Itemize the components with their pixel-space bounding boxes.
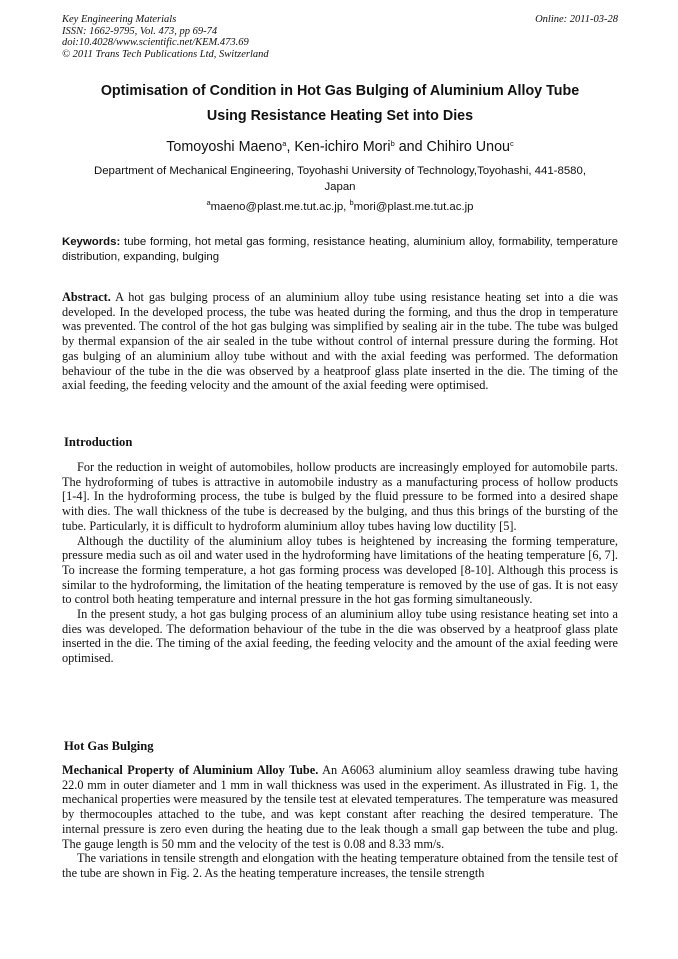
hgb-paragraph-1 [62,763,618,851]
introduction-body [62,460,618,666]
hot-gas-bulging-heading: Hot Gas Bulging [64,739,154,753]
intro-paragraph-1: For the reduction in weight of automobiles, hollow products are increasingly employed for automobile parts. The hydroforming of tubes is attractive in automobile industry as a manufacturing process of hollow products [1-4]. In the hydroforming process, the tube is bulged by the fluid pressure to be formed into a desired shape with dies. The wall thickness of the tube is decreased by the bulging, and thus this brings of the bursting of the tube. Particularly, it is difficult to hydroform aluminium alloy tubes having low ductility [5]. [62,460,618,533]
author-3-affil-mark: c [509,139,514,148]
abstract-text: A hot gas bulging process of an aluminium alloy tube using resistance heating set into a die was developed. In the developed process, the tube was heated during the forming, and thus the drop in temperature was prevented. The control of the hot gas bulging was simplified by sealing air in the tube. The tube was bulged by thermal expansion of the air sealed in the tube without control of internal pressure during the forming. Hot gas bulging of an aluminium alloy tube without and with the axial feeding was performed. The deformation behaviour of the tube in the die was observed by a heatproof glass plate inserted in the die. The timing of the axial feeding, the feeding velocity and the amount of the axial feeding were optimised. [62,290,618,393]
hot-gas-bulging-body [62,763,618,881]
copyright-line: © 2011 Trans Tech Publications Ltd, Switzerland [62,48,269,60]
journal-header [62,14,618,60]
affiliation-line-1: Department of Mechanical Engineering, Toyohashi University of Technology,Toyohashi, 441-8580, [94,165,586,177]
author-2: , Ken-ichiro Mori [286,139,391,155]
abstract-label: Abstract. [62,290,111,304]
abstract-paragraph [62,290,618,393]
email-a-mark: a [206,198,211,207]
online-date: Online: 2011-03-28 [535,14,618,25]
author-1: Tomoyoshi Maeno [166,139,283,155]
intro-paragraph-3: In the present study, a hot gas bulging process of an aluminium alloy tube using resistance heating set into a dies was developed. The deformation behaviour of the tube in the die was observed by a heatproof glass plate inserted in the die. The timing of the axial feeding, the feeding velocity and the amount of the axial feeding were optimised. [62,607,618,666]
affiliation-line-2: Japan [324,181,356,193]
author-1-affil-mark: a [282,139,287,148]
paper-title [62,79,618,129]
keywords-text: tube forming, hot metal gas forming, resistance heating, aluminium alloy, formability, temperature distribution, expanding, bulging [62,236,618,263]
author-3: and Chihiro Unou [394,139,510,155]
email-b: mori@plast.me.tut.ac.jp [353,201,474,213]
journal-name: Key Engineering Materials [62,14,177,25]
issn-line: ISSN: 1662-9795, Vol. 473, pp 69-74 [62,25,218,37]
keywords [62,235,618,265]
title-line-1: Optimisation of Condition in Hot Gas Bulging of Aluminium Alloy Tube [100,83,580,99]
keywords-label: Keywords: [62,236,121,248]
hgb-paragraph-1-text: An A6063 aluminium alloy seamless drawing tube having 22.0 mm in outer diameter and 1 mm in wall thickness was used in the experiment. As illustrated in Fig. 1, the mechanical properties were measured by the tensile test at elevated temperatures. The temperature was measured by thermocouples attached to the tube, and was kept constant after reaching the desired temperature. The internal pressure is zero even during the heating due to the leak though a small gap between the tube and plug. The gauge length is 50 mm and the velocity of the test is 0.08 and 8.33 mm/s. [62,763,618,851]
intro-paragraph-2: Although the ductility of the aluminium alloy tubes is heightened by increasing the forming temperature, pressure media such as oil and water used in the hydroforming have limitations of the heating temperature [6, 7]. To increase the forming temperature, a hot gas forming process was developed [8-10]. Although this process is similar to the hydroforming, the limitation of the heating temperature is removed by the use of gas. It is not easy to control both heating temperature and internal pressure in the hot gas forming simultaneously. [62,533,618,607]
doi-line: doi:10.4028/www.scientific.net/KEM.473.69 [62,37,249,48]
hgb-paragraph-2: The variations in tensile strength and elongation with the heating temperature obtained from the tensile test of the tube are shown in Fig. 2. As the heating temperature increases, the tensile strength [62,851,618,880]
author-2-affil-mark: b [390,139,395,148]
author-list [62,137,618,157]
abstract [62,290,618,393]
email-b-mark: b [349,198,354,207]
email-a: maeno@plast.me.tut.ac.jp, [210,201,350,213]
title-line-2: Using Resistance Heating Set into Dies [206,108,474,124]
hgb-subheading: Mechanical Property of Aluminium Alloy Tube. [62,763,319,777]
introduction-heading: Introduction [64,435,133,449]
author-emails [62,199,618,215]
affiliation [62,163,618,195]
